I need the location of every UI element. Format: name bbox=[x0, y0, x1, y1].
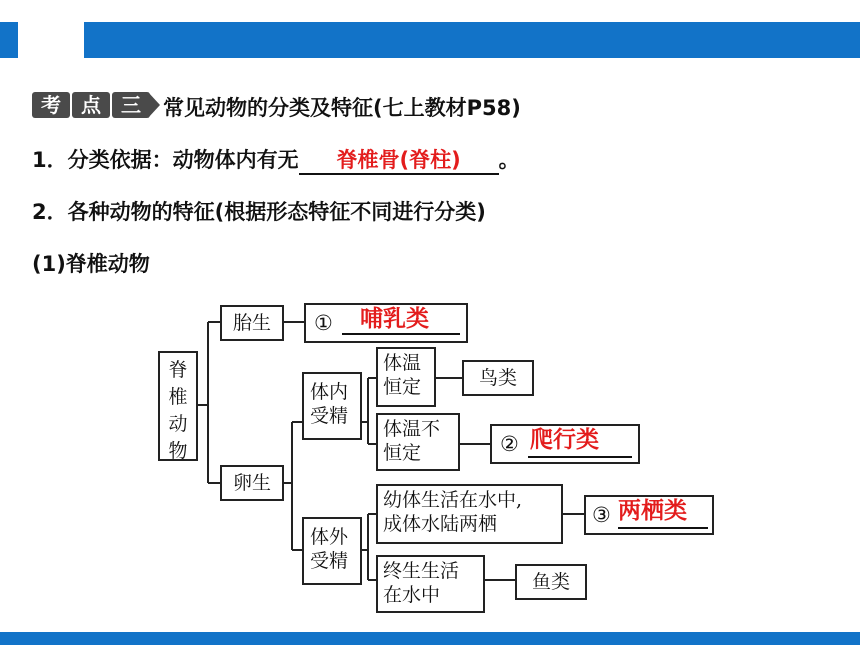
box-fish: 鱼类 bbox=[515, 564, 587, 600]
root-char-2: 椎 bbox=[168, 386, 188, 408]
external-fert-line-1: 体外 bbox=[310, 526, 349, 548]
answer-1-number: ① bbox=[314, 311, 333, 335]
section-tag-char-2: 点 bbox=[72, 92, 110, 118]
amphib-desc-line-2: 成体水陆两栖 bbox=[383, 513, 498, 535]
box-internal-fertilization bbox=[302, 372, 362, 440]
internal-fert-line-2: 受精 bbox=[310, 405, 349, 427]
answer-box-2 bbox=[490, 424, 640, 464]
answer-3-text: 两栖类 bbox=[618, 497, 687, 524]
answer-2-text: 爬行类 bbox=[530, 426, 599, 453]
answer-2-number: ② bbox=[500, 432, 519, 456]
root-char-4: 物 bbox=[168, 440, 188, 462]
root-char-1: 脊 bbox=[168, 359, 188, 381]
box-external-fertilization bbox=[302, 517, 362, 585]
water-life-line-1: 终生生活 bbox=[383, 560, 460, 582]
item-1-prefix: 1．分类依据：动物体内有无 bbox=[32, 148, 299, 172]
root-char-3: 动 bbox=[168, 413, 188, 435]
box-constant-temperature bbox=[376, 347, 436, 407]
section-title: 常见动物的分类及特征(七上教材P58) bbox=[163, 96, 521, 120]
box-water-life bbox=[376, 555, 485, 613]
box-amphibian-description bbox=[376, 484, 563, 544]
section-tag-char-3: 三 bbox=[112, 92, 150, 118]
external-fert-line-2: 受精 bbox=[310, 550, 349, 572]
constant-temp-line-1: 体温 bbox=[383, 352, 422, 374]
item-2: 2．各种动物的特征(根据形态特征不同进行分类) bbox=[32, 200, 486, 224]
box-birds: 鸟类 bbox=[462, 360, 534, 396]
answer-1-text: 哺乳类 bbox=[360, 305, 429, 332]
box-variable-temperature bbox=[376, 413, 460, 471]
box-oviparous: 卵生 bbox=[220, 465, 284, 501]
answer-box-1 bbox=[304, 303, 468, 343]
answer-2-underline bbox=[528, 456, 632, 458]
water-life-line-2: 在水中 bbox=[383, 584, 441, 606]
box-viviparous: 胎生 bbox=[220, 305, 284, 341]
variable-temp-line-2: 恒定 bbox=[383, 442, 422, 464]
section-tag-char-1: 考 bbox=[32, 92, 70, 118]
footer-bar bbox=[0, 632, 860, 645]
item-1-answer: 脊椎骨(脊柱) bbox=[336, 148, 461, 172]
answer-3-underline bbox=[618, 527, 708, 529]
item-3: (1)脊椎动物 bbox=[32, 252, 150, 276]
internal-fert-line-1: 体内 bbox=[310, 381, 349, 403]
amphib-desc-line-1: 幼体生活在水中, bbox=[383, 489, 523, 511]
answer-3-number: ③ bbox=[592, 503, 611, 527]
variable-temp-line-1: 体温不 bbox=[383, 418, 441, 440]
answer-box-3 bbox=[584, 495, 714, 535]
root-box-vertebrates bbox=[158, 351, 198, 461]
item-1-suffix: 。 bbox=[498, 148, 520, 172]
constant-temp-line-2: 恒定 bbox=[383, 376, 422, 398]
answer-1-underline bbox=[342, 333, 460, 335]
